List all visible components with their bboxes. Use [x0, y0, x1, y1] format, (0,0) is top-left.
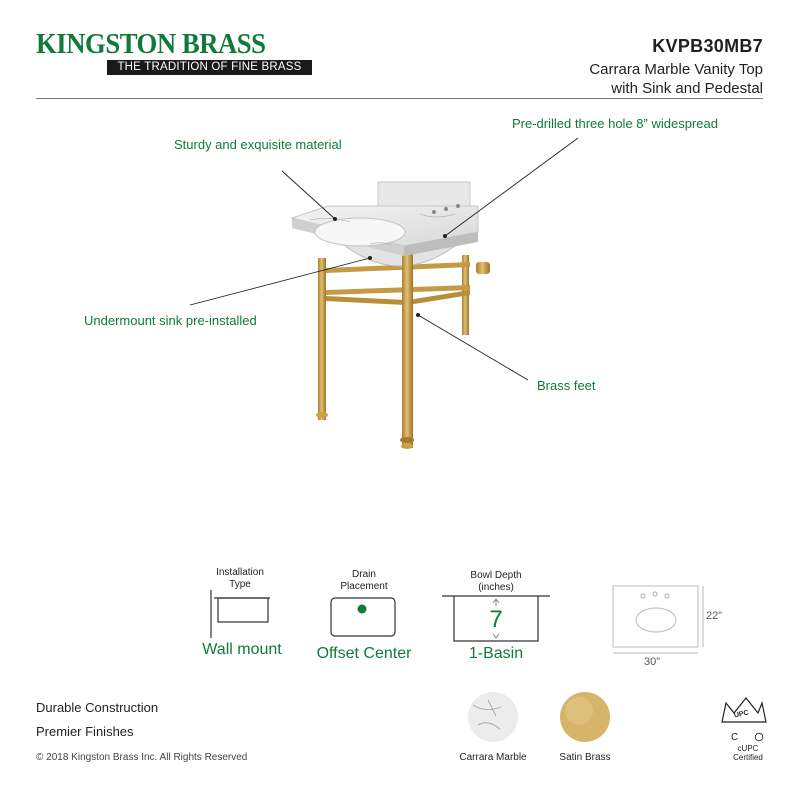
brand-logo: KINGSTON BRASS	[36, 28, 266, 60]
back-foot	[316, 412, 328, 418]
cupc-caption-line2: Certified	[733, 753, 763, 762]
leader-dot	[333, 217, 337, 221]
dimension-depth: 22”	[706, 610, 722, 622]
copyright-notice: © 2018 Kingston Brass Inc. All Rights Reserved	[36, 752, 248, 763]
leader-dot	[368, 256, 372, 260]
product-title-line1: Carrara Marble Vanity Top	[589, 61, 763, 78]
cupc-c-letter: C	[731, 732, 739, 743]
model-number: KVPB30MB7	[652, 36, 763, 56]
front-rail	[408, 290, 470, 305]
brass-swatch-highlight	[565, 697, 593, 725]
faucet-hole	[456, 204, 460, 208]
bowl-depth-label	[456, 570, 536, 594]
leader-material	[282, 171, 335, 219]
front-foot	[401, 443, 413, 449]
callout-undermount: Undermount sink pre-installed	[84, 313, 257, 328]
drain-icon	[331, 598, 395, 636]
front-foot-collar	[400, 437, 414, 443]
leader-dot	[443, 234, 447, 238]
callout-predrilled: Pre-drilled three hole 8” widespread	[512, 116, 718, 131]
front-leg	[402, 248, 413, 448]
cupc-caption	[728, 744, 768, 762]
product-title-line2: with Sink and Pedestal	[611, 80, 763, 97]
brand-tagline: THE TRADITION OF FINE BRASS	[107, 60, 312, 75]
marble-swatch	[468, 692, 518, 742]
wall-bracket	[476, 262, 490, 274]
bowl-label-line2: (inches)	[478, 582, 514, 593]
feature-item: Premier Finishes	[36, 724, 134, 739]
registered-icon	[755, 733, 763, 741]
cupc-badge-text: UPC	[733, 709, 750, 720]
bowl-depth-value: 7	[489, 606, 503, 633]
installation-label-line1: Installation	[216, 567, 264, 578]
cupc-certification-icon	[722, 698, 766, 743]
callout-material: Sturdy and exquisite material	[174, 137, 342, 152]
leader-feet	[418, 315, 528, 380]
faucet-hole	[444, 207, 448, 211]
side-rail	[326, 296, 405, 305]
drain-label-line2: Placement	[340, 581, 388, 592]
wall-mount-icon	[211, 590, 270, 638]
drain-placement-label	[326, 569, 402, 593]
feature-item: Durable Construction	[36, 700, 159, 715]
faucet-hole	[432, 210, 436, 214]
dimension-diagram	[613, 586, 703, 653]
installation-type-label	[200, 567, 280, 591]
callout-feet: Brass feet	[537, 378, 596, 393]
sink-opening	[315, 218, 405, 246]
marble-swatch-label: Carrara Marble	[459, 752, 527, 763]
drain-placement-value: Offset Center	[316, 645, 412, 662]
back-left-leg	[318, 258, 326, 420]
installation-type-value: Wall mount	[202, 641, 282, 658]
basin-count-value: 1-Basin	[468, 645, 524, 662]
bowl-label-line1: Bowl Depth	[470, 570, 522, 581]
drain-label-line1: Drain	[352, 569, 376, 580]
dimension-width: 30”	[644, 656, 660, 668]
leader-dot	[416, 313, 420, 317]
arrow-up-icon	[493, 599, 499, 606]
installation-label-line2: Type	[229, 579, 251, 590]
arrow-down-icon	[493, 634, 499, 638]
brass-swatch-label: Satin Brass	[559, 752, 611, 763]
cupc-caption-line1: cUPC	[737, 744, 759, 753]
